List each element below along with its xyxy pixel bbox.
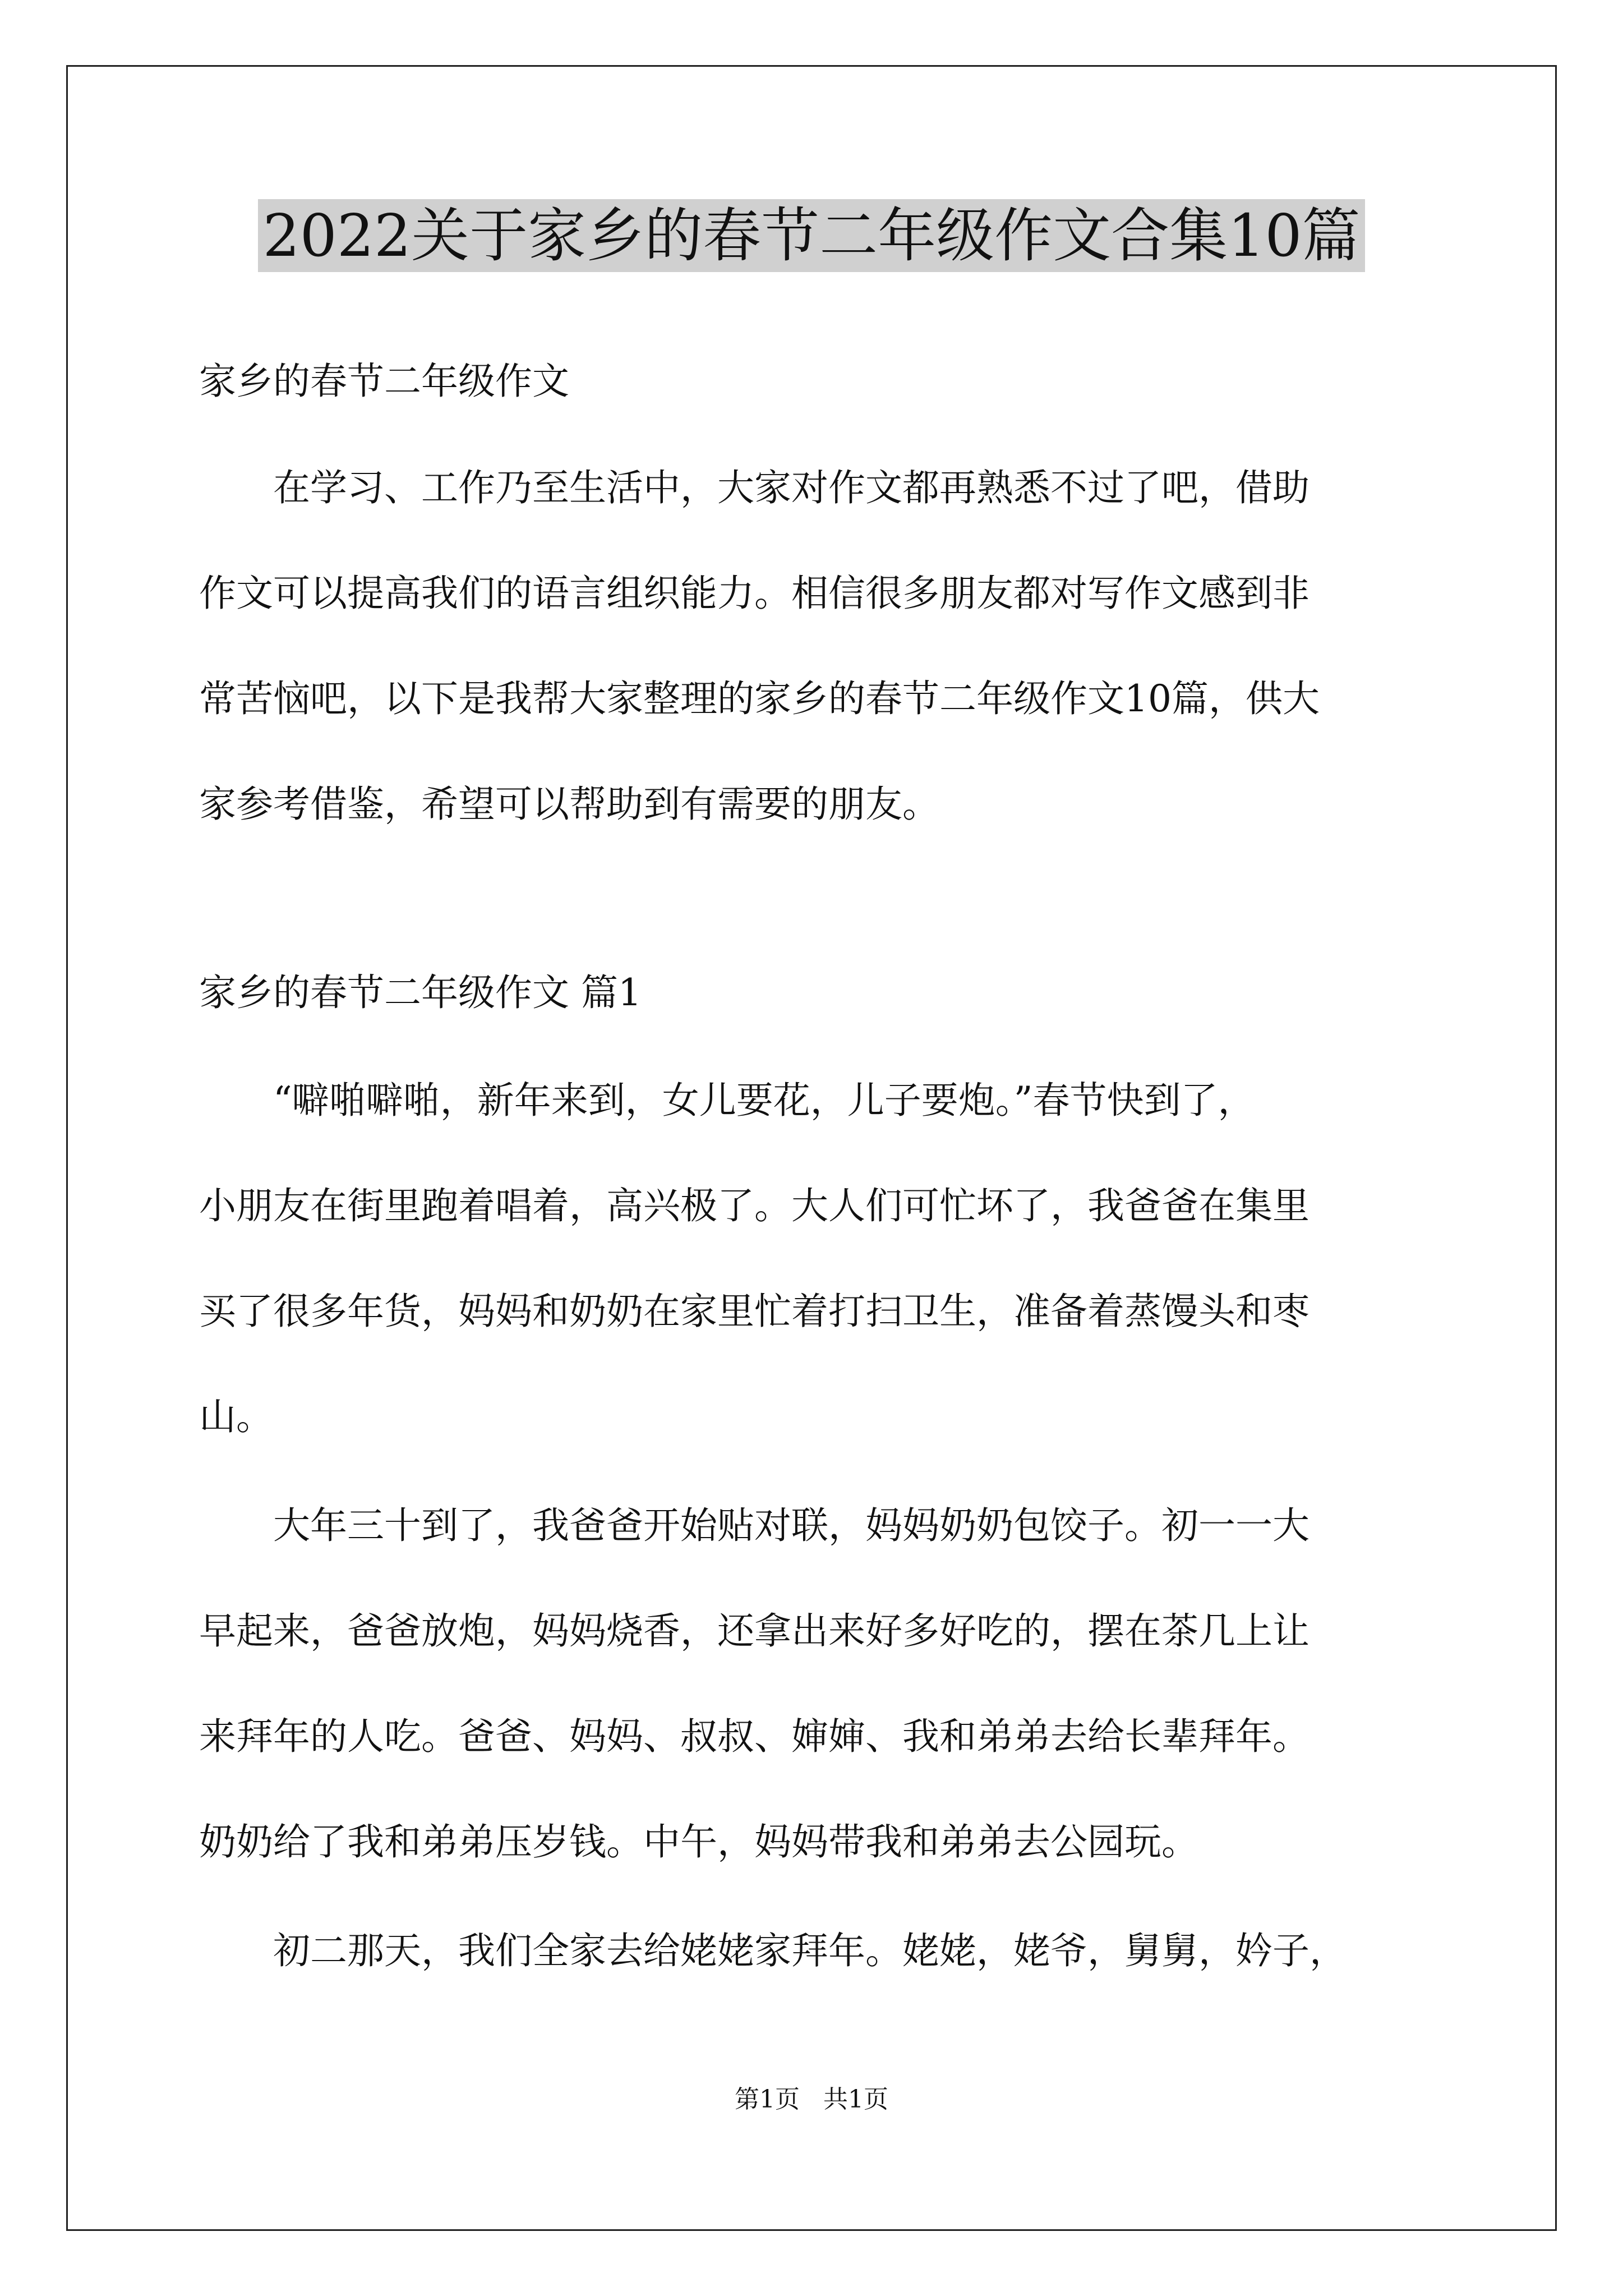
section-heading: 家乡的春节二年级作文 — [199, 360, 569, 403]
body-line: 买了很多年货，妈妈和奶奶在家里忙着打扫卫生，准备着蒸馒头和枣 — [199, 1290, 1310, 1333]
document-title — [0, 196, 1623, 275]
page-footer: 第1页 共1页 — [735, 2085, 888, 2114]
body-line: 初二那天，我们全家去给姥姥家拜年。姥姥，姥爷，舅舅，妗子， — [199, 1929, 1347, 1972]
intro-line: 家参考借鉴，希望可以帮助到有需要的朋友。 — [199, 783, 939, 826]
title-text: 2022关于家乡的春节二年级作文合集10篇 — [258, 199, 1364, 272]
body-line: 小朋友在街里跑着唱着，高兴极了。大人们可忙坏了，我爸爸在集里 — [199, 1184, 1310, 1227]
body-line: “噼啪噼啪，新年来到，女儿要花，儿子要炮。”春节快到了， — [199, 1079, 1255, 1122]
intro-line: 常苦恼吧，以下是我帮大家整理的家乡的春节二年级作文10篇，供大 — [199, 677, 1320, 720]
body-line: 大年三十到了，我爸爸开始贴对联，妈妈奶奶包饺子。初一一大 — [199, 1504, 1310, 1547]
body-line: 早起来，爸爸放炮，妈妈烧香，还拿出来好多好吃的，摆在茶几上让 — [199, 1609, 1310, 1653]
body-line: 来拜年的人吃。爸爸、妈妈、叔叔、婶婶、我和弟弟去给长辈拜年。 — [199, 1715, 1310, 1758]
part-heading: 家乡的春节二年级作文 篇1 — [199, 971, 642, 1014]
intro-line: 在学习、工作乃至生活中，大家对作文都再熟悉不过了吧，借助 — [199, 466, 1310, 509]
intro-line: 作文可以提高我们的语言组织能力。相信很多朋友都对写作文感到非 — [199, 572, 1310, 615]
body-line: 山。 — [199, 1395, 273, 1438]
body-line: 奶奶给了我和弟弟压岁钱。中午，妈妈带我和弟弟去公园玩。 — [199, 1820, 1198, 1864]
